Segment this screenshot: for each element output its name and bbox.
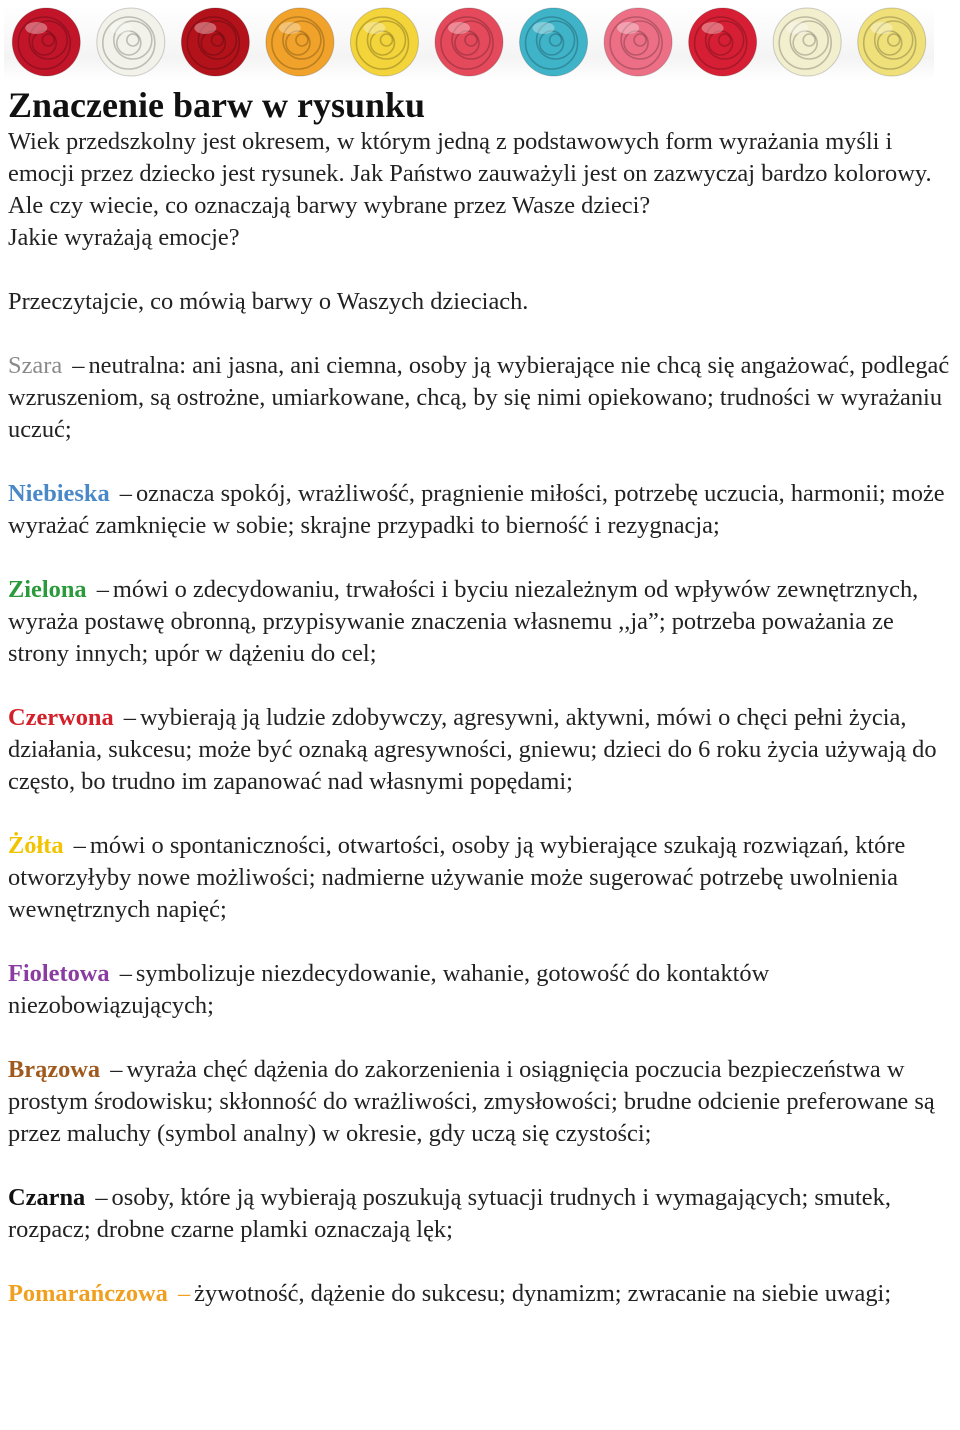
rose-icon: [435, 8, 503, 76]
entry-green: [8, 574, 954, 670]
dash: –: [177, 1280, 191, 1307]
dash: –: [119, 480, 132, 507]
rose-icon: [97, 8, 165, 76]
keyword-red: Czerwona: [8, 704, 114, 731]
keyword-violet: Fioletowa: [8, 960, 110, 987]
entry-text: mówi o zdecydowaniu, trwałości i byciu niezależnym od wpływów zewnętrznych, wyraża postawę obronną, przypisywanie znaczenia własnemu ,,ja”; potrzeba poważania ze strony innych; upór w dążeniu do cel;: [8, 576, 919, 667]
rose-border-image: [4, 6, 934, 80]
keyword-blue: Niebieska: [8, 480, 110, 507]
intro-invitation: Przeczytajcie, co mówią barwy o Waszych dzieciach.: [8, 288, 529, 315]
rose-icon: [858, 8, 926, 76]
rose-icon: [12, 8, 80, 76]
entry-blue: [8, 478, 954, 542]
keyword-black: Czarna: [8, 1184, 86, 1211]
page-title: Znaczenie barw w rysunku: [8, 85, 426, 125]
entry-text: wyraża chęć dążenia do zakorzenienia i osiągnięcia poczucia bezpieczeństwa w prostym środowisku; skłonność do wrażliwości, zmysłowości; brudne odcienie preferowane są przez maluchy (symbol analny) w okresie, gdy uczą się czystości;: [8, 1056, 935, 1147]
intro-paragraph: Wiek przedszkolny jest okresem, w którym jedną z podstawowych form wyrażania myśli i emocji przez dziecko jest rysunek. Jak Państwo zauważyli jest on zazwyczaj bardzo kolorowy.: [8, 128, 932, 187]
document-body: [8, 84, 954, 1310]
dash: –: [123, 704, 136, 731]
rose-icon: [181, 8, 249, 76]
entry-orange: [8, 1278, 954, 1310]
rose-border-banner: [4, 6, 934, 80]
dash: –: [72, 352, 85, 379]
rose-icon: [266, 8, 334, 76]
dash: –: [110, 1056, 123, 1083]
entry-text: oznacza spokój, wrażliwość, pragnienie miłości, potrzebę uczucia, harmonii; może wyrażać zamknięcie w sobie; skrajne przypadki to bierność i rezygnacja;: [8, 480, 945, 539]
keyword-yellow: Żółta: [8, 832, 64, 859]
entry-black: [8, 1182, 954, 1246]
dash: –: [96, 576, 109, 603]
dash: –: [95, 1184, 108, 1211]
entry-gray: [8, 350, 954, 446]
entry-text: wybierają ją ludzie zdobywczy, agresywni, aktywni, mówi o chęci pełni życia, działania, sukcesu; może być oznaką agresywności, gniewu; dzieci do 6 roku życia używają do często, bo trudno im zapanować nad własnymi popędami;: [8, 704, 937, 795]
dash: –: [119, 960, 132, 987]
entry-text: mówi o spontaniczności, otwartości, osoby ją wybierające szukają rozwiązań, które otworzyłyby nowe możliwości; nadmierne używanie może sugerować potrzebę uwolnienia wewnętrznych napięć;: [8, 832, 906, 923]
entry-brown: [8, 1054, 954, 1150]
entry-yellow: [8, 830, 954, 926]
entry-violet: [8, 958, 954, 1022]
keyword-green: Zielona: [8, 576, 87, 603]
intro-question: Ale czy wiecie, co oznaczają barwy wybrane przez Wasze dzieci?: [8, 192, 651, 219]
entry-text: osoby, które ją wybierają poszukują sytuacji trudnych i wymagających; smutek, rozpacz; drobne czarne plamki oznaczają lęk;: [8, 1184, 891, 1243]
entry-text: symbolizuje niezdecydowanie, wahanie, gotowość do kontaktów niezobowiązujących;: [8, 960, 770, 1019]
dash: –: [73, 832, 86, 859]
keyword-gray: Szara: [8, 352, 63, 379]
keyword-orange: Pomarańczowa: [8, 1280, 168, 1307]
entry-red: [8, 702, 954, 798]
rose-icon: [350, 8, 418, 76]
entry-text: żywotność, dążenie do sukcesu; dynamizm; zwracanie na siebie uwagi;: [194, 1280, 892, 1307]
rose-icon: [604, 8, 672, 76]
rose-icon: [773, 8, 841, 76]
rose-icon: [689, 8, 757, 76]
rose-icon: [520, 8, 588, 76]
entry-text: neutralna: ani jasna, ani ciemna, osoby ją wybierające nie chcą się angażować, podlegać wzruszeniom, są ostrożne, umiarkowane, chcą, by się nimi opiekowano; trudności w wyrażaniu uczuć;: [8, 352, 950, 443]
keyword-brown: Brązowa: [8, 1056, 101, 1083]
intro-question-emotions: Jakie wyrażają emocje?: [8, 224, 240, 251]
